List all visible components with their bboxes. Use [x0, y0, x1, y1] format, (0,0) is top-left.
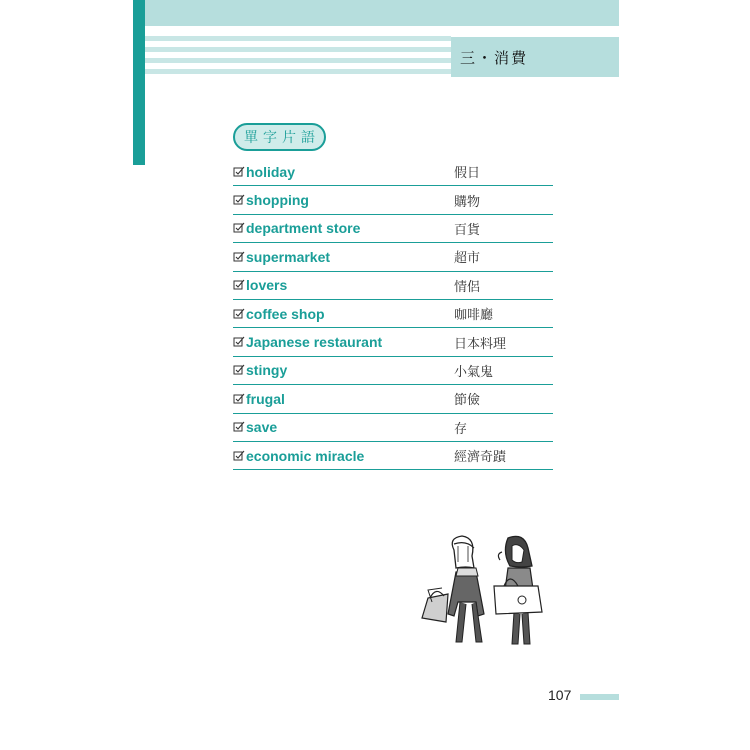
vocab-chinese: 百貨 — [454, 222, 481, 238]
vocab-english: economic miracle — [246, 447, 365, 464]
vocab-row — [233, 272, 553, 300]
vocab-row — [233, 215, 553, 243]
checkbox-icon — [233, 450, 245, 462]
vocab-english: holiday — [246, 163, 296, 180]
vocab-english: lovers — [246, 277, 288, 294]
vocab-row — [233, 414, 553, 442]
checkbox-icon — [233, 336, 245, 348]
vocab-row — [233, 243, 553, 271]
vocab-english: stingy — [246, 362, 288, 379]
checkbox-icon — [233, 364, 245, 376]
vocab-badge — [233, 123, 326, 151]
vocab-row — [233, 385, 553, 413]
vocab-row — [233, 442, 553, 470]
vocab-row — [233, 328, 553, 356]
section-title-box — [451, 37, 619, 77]
vocab-row — [233, 186, 553, 214]
header-stripe — [145, 69, 451, 74]
checkbox-icon — [233, 251, 245, 263]
vocab-chinese: 節儉 — [454, 393, 481, 409]
vocab-english: shopping — [246, 192, 309, 209]
vocab-chinese: 經濟奇蹟 — [454, 450, 507, 466]
vocab-row — [233, 357, 553, 385]
vocab-chinese: 咖啡廳 — [454, 308, 494, 324]
header-band — [145, 0, 619, 26]
vocab-row — [233, 158, 553, 186]
checkbox-icon — [233, 194, 245, 206]
vocab-english: save — [246, 419, 278, 436]
checkbox-icon — [233, 421, 245, 433]
checkbox-icon — [233, 166, 245, 178]
page-number: 107 — [548, 687, 572, 703]
vocab-english: frugal — [246, 390, 285, 407]
shopping-girls-illustration — [418, 532, 548, 656]
header-stripe — [145, 36, 451, 41]
vocab-row — [233, 300, 553, 328]
checkbox-icon — [233, 222, 245, 234]
vocab-list — [233, 158, 553, 470]
side-accent-bar — [133, 0, 145, 165]
page-number-bar — [580, 694, 619, 700]
checkbox-icon — [233, 308, 245, 320]
vocab-english: department store — [246, 220, 361, 237]
vocab-chinese: 情侶 — [454, 279, 481, 295]
checkbox-icon — [233, 279, 245, 291]
section-title: 三・消費 — [460, 48, 529, 67]
vocab-chinese: 購物 — [454, 194, 481, 210]
vocab-english: supermarket — [246, 248, 331, 265]
vocab-chinese: 日本料理 — [454, 336, 507, 352]
vocab-chinese: 小氣鬼 — [454, 364, 494, 380]
vocab-badge-label: 單字片語 — [244, 130, 320, 146]
vocab-english: coffee shop — [246, 305, 325, 322]
header-stripe — [145, 58, 451, 63]
header-stripe — [145, 47, 451, 52]
vocab-english: Japanese restaurant — [246, 334, 383, 351]
vocab-chinese: 超市 — [454, 251, 481, 267]
vocab-chinese: 假日 — [454, 166, 481, 182]
vocab-chinese: 存 — [454, 421, 468, 437]
checkbox-icon — [233, 393, 245, 405]
